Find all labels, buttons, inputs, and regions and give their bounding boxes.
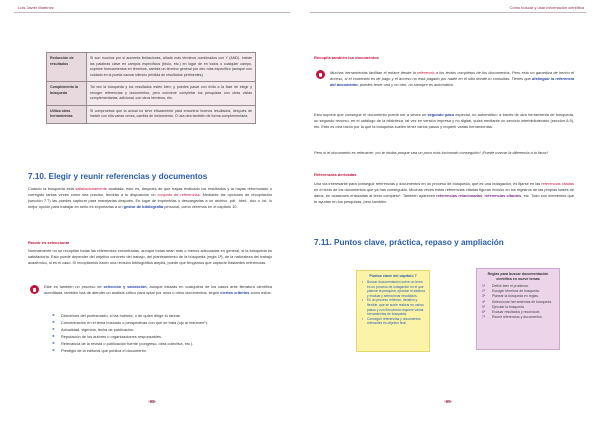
note-icon	[316, 70, 325, 79]
list-item: ► Prestigio de la editorial que publica el documento.	[52, 347, 267, 354]
list-item: ► Actualidad, vigencia, fecha de publicación.	[52, 326, 267, 333]
list-item: • Es un proceso reflexivo, iterativo y flexible, que se suele realizar en varios pasos y con frecuencia requiere varias herramientas de búsqueda.	[361, 298, 425, 316]
search-rules-title: Reglas para buscar documentación científica en nueve temas	[487, 272, 549, 281]
paragraph-full-text: Muchas herramientas facilitan el enlace desde la referencia a los textos completos de los documentos. Pero esto no garantiza de hecho el acceso, si el contenido es de pago y el acceso no está pagado por nadie en el sitio donde tú consultas. Tienes que distinguir la referencia del documento: puedes tener una y no otro, no siempre es automático.	[330, 70, 575, 87]
page-number-right: -99-	[444, 399, 453, 404]
list-item: • Conseguir referencias y documentos relevantes es objetivo final.	[361, 317, 425, 326]
paragraph-second-step: Esto supone que conseguir el documento puede ser a veces un segundo paso especial, no automático: a través de otra herramienta de búsqueda, un segundo recurso, en el catálogo de la biblioteca, tal vez en versión impresa y no digital, quizá mediante un servicio interbibliotecario (sección 6.9), etc. Esto es otra razón por la que la búsqueda suelen tener varios pasos y requerir varias herramientas.	[314, 112, 575, 129]
paragraph-selection: Normalmente no se recopilan todas las referencias encontradas, aunque todas sean más o menos adecuadas en general, si la búsqueda es satisfactoria. Esto puede depender del objetivo concreto del trabajo, del planteamiento de la búsqueda (regla 1ª), de la naturaleza del trabajo académico, si es el caso. Si recopilamos hacer una revisión bibliográfica amplia, puede que tengamos que capturar bastantes referencias.	[28, 248, 272, 265]
list-item: ► Reputación de los autores u organizaciones responsables.	[52, 333, 267, 340]
running-head-author: Luis Javier Martínez	[18, 5, 54, 10]
list-item: ► Concentración en el tema buscado o perspectivas con que se trata (ojo al resumen*).	[52, 319, 267, 326]
paragraph-criteria: Este es también un proceso de selección y valoración, aunque estarás en cualquiera de los casos ante literatura científica acreditada, también has de atender un análisis crítico para optar por unos u otros documentos, según ciertos criterios como estos:	[44, 284, 272, 295]
list-item: 5ª Ejecutar la búsqueda.	[482, 304, 525, 309]
list-item: 2ª Escoger términos de búsqueda.	[482, 289, 540, 294]
paragraph-derived-refs: Una vía interesante para conseguir referencias y documentos en un proceso de búsqueda, que es una indagación, es fijarse en las referencias citadas en el texto de los documentos que ya has conseguido. Muchas veces estas referencias citadas figuran incluso en los registros de las propias bases de datos, en ocasiones enlazadas al texto completo*. También aparecen referencias relacionadas, referencias citantes, etc. Todo son elementos que te ayudan en tus pesquisas, pero también.	[314, 181, 574, 204]
list-item: 3ª Planear la búsqueda en reglas.	[482, 294, 539, 299]
list-item: 6ª Evaluar resultados y reconducir.	[482, 310, 541, 315]
header-rule	[310, 12, 586, 13]
right-page	[300, 0, 600, 424]
table-key: Utiliza otras herramientas	[47, 105, 87, 123]
table-row	[47, 82, 256, 106]
page-number-left: -98-	[148, 399, 157, 404]
subheading-recopila: Recopila también los documentos	[314, 55, 379, 60]
list-item: 4ª Seleccionar herramientas de búsqueda.	[482, 299, 552, 304]
search-rules-list	[477, 284, 559, 320]
table-row	[47, 105, 256, 123]
criteria-list	[52, 312, 267, 354]
list-item: ► Directrices del profesorado, si las hubiera, o de quien dirige tu tareas.	[52, 312, 267, 319]
list-item: 1ª Definir bien el problema.	[482, 284, 529, 288]
subheading-derived-refs: Referencias derivadas	[314, 172, 357, 177]
section-title-7-11: 7.11. Puntos clave, práctica, repaso y ampliación	[314, 238, 504, 247]
table-key: Reducción de resultados	[47, 53, 87, 82]
paragraph-dont-give-up: Pero si el documento es relevante, ¡no te rindas porque sea un poco más incómodo conseguirlo! ¡Puede marcar la diferencia a tu favor!	[314, 150, 548, 155]
list-item: 7ª Reunir referencias y documentos.	[482, 315, 543, 320]
subheading-reunir: Reunir es seleccionar	[28, 240, 70, 245]
search-adjustment-table	[46, 52, 256, 124]
section-title-7-10: 7.10. Elegir y reunir referencias y documentos	[28, 172, 208, 181]
list-item: • Buscar documentación sobre un tema es un proceso de indagación en el que planear la pesquisa, ejecutar el sistema y evaluar y seleccionar resultados.	[361, 280, 425, 298]
table-value: Tal vez la búsqueda y los resultados estén bien, y puedes pasar con éxito a la fase de elegir y recoger referencias y documentos, pero conviene completar tus pesquisas con otras vistas complementarias, adicional, con otros términos, etc.	[87, 82, 256, 106]
header-rule	[14, 12, 290, 13]
key-points-title: Puntos clave del capítulo 7	[369, 274, 417, 278]
key-points-box	[356, 270, 430, 352]
list-item: ► Relevancia de la revista o publicación fuente (congreso, obra colectiva, etc.).	[52, 340, 267, 347]
table-value: Si compruebas que la actual no sirve eficazmente para encontrar buenos resultados, después de insistir con ella varias veces, cambia de instrumento. O usa otra también de forma complementaria.	[87, 105, 256, 123]
paragraph-intro: Cuando la búsqueda está satisfactoriamente acabada, esto es, después de que hayas evaluado los resultados y la hayas reformulado o corregido tantas veces como sea preciso, tendrás a tu disposición un conjunto de referencias. Mediante las opciones de recopilación (sección 7.7) las puedes capturar para manejarlas después. En lugar de imprimirlas o descargarlas a un archivo .pdf, .html, .doc o .txt, lo mejor opción para trabajar en serio es exportarlas a un gestor de bibliografía personal, como veremos en el capítulo 10.	[28, 186, 272, 209]
search-rules-box	[476, 268, 560, 350]
running-head-title: Cómo buscar y usar información científica	[509, 5, 584, 10]
note-icon	[30, 285, 39, 294]
key-points-list	[357, 280, 429, 326]
table-key: Complemento la búsqueda	[47, 82, 87, 106]
table-value: Si son muchos por si aumenta limitaciones, añade más términos combinados con Y (AND). Insiste las palabras clave en campos específicos (título, etc.) en lugar de en todos o cualquier campo, suprime truncamientos en términos, cambia un término general por otro más específico (aunque con cuidado en la pueda causar silencio pérdida de resultados pertinentes).	[87, 53, 256, 82]
table-row	[47, 53, 256, 82]
